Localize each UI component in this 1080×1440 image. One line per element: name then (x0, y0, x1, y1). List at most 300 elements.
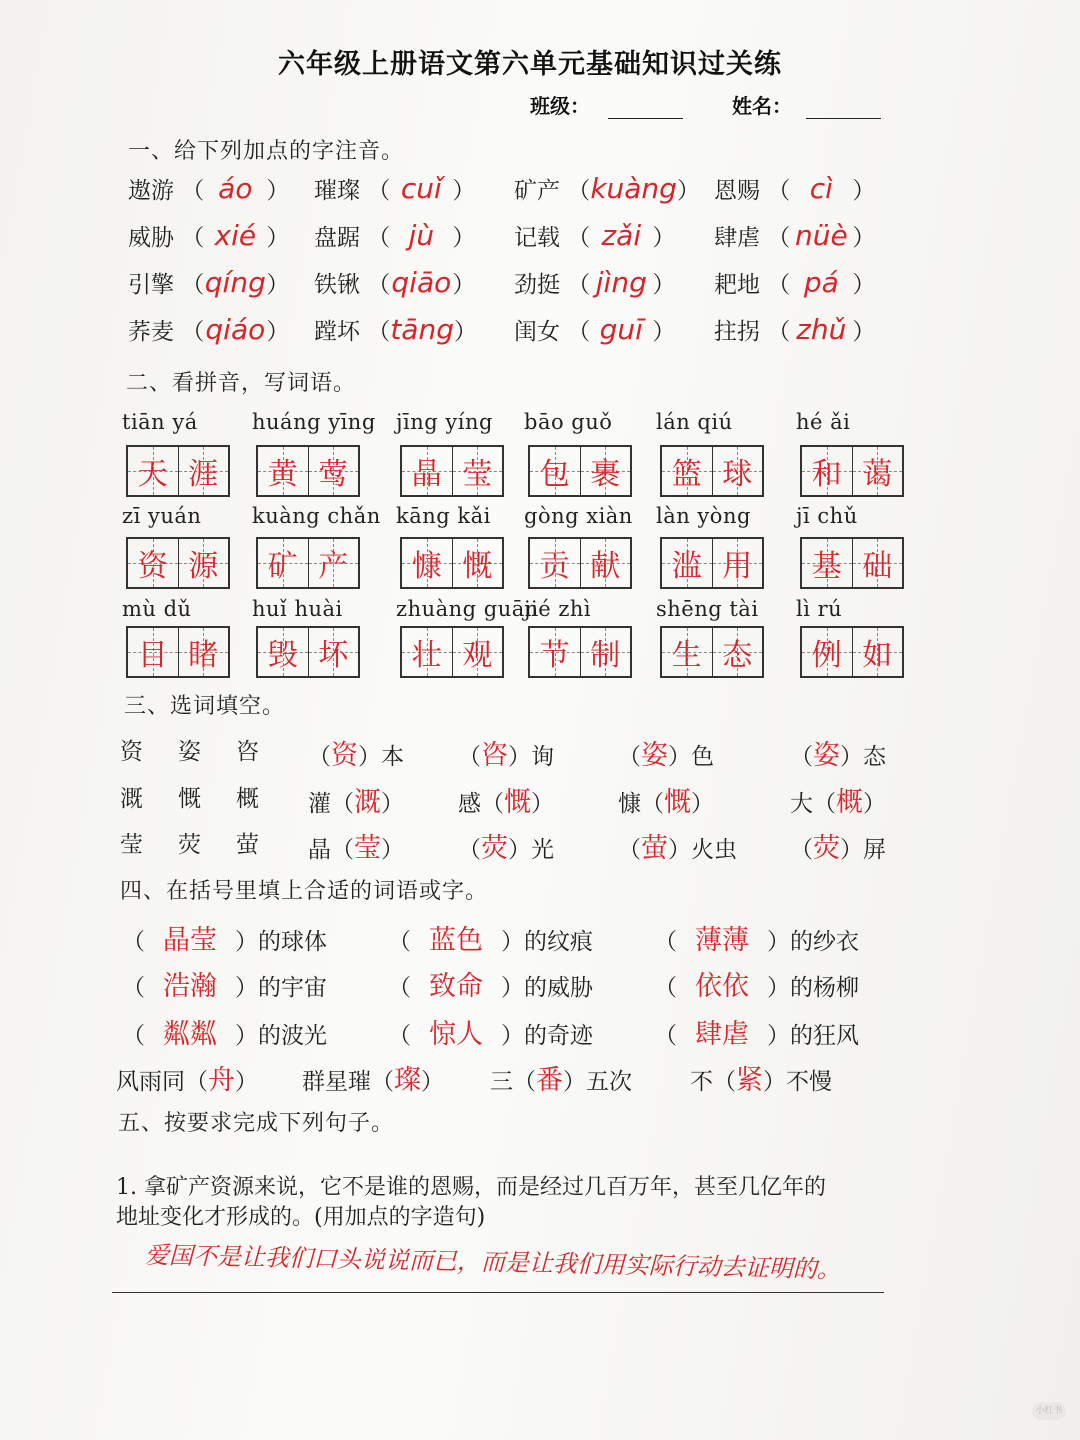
word-label: 荞麦 (128, 319, 174, 345)
filled-character[interactable]: 番 (536, 1065, 563, 1096)
open-paren: （ (122, 929, 145, 955)
close-paren: ） (235, 1023, 258, 1049)
pinyin-answer[interactable]: zǎi (601, 219, 642, 252)
character-cell (662, 628, 712, 676)
character-box[interactable] (400, 626, 504, 678)
word-label: 引擎 (128, 272, 174, 298)
handwritten-character: 矿 (267, 549, 298, 584)
filled-character[interactable]: 概 (836, 787, 863, 818)
handwritten-character: 观 (462, 638, 493, 673)
pinyin-answer[interactable]: qiáo (205, 313, 266, 346)
close-paren: ） (852, 225, 876, 251)
filled-character[interactable]: 璨 (394, 1065, 421, 1096)
handwritten-character: 坏 (318, 638, 349, 673)
filled-character[interactable]: 萤 (641, 833, 668, 864)
close-paren: ） (508, 744, 531, 770)
close-paren: ） (452, 225, 476, 251)
word-label: 威胁 (128, 225, 174, 251)
filled-word[interactable]: 薄薄 (695, 925, 749, 956)
close-paren: ） (266, 272, 290, 298)
suffix-text: 本 (381, 744, 404, 770)
character-box[interactable] (126, 445, 230, 497)
prefix-text: 慷 (618, 791, 641, 817)
pinyin-prompt: huáng yīng (252, 410, 376, 434)
handwritten-character: 如 (862, 638, 893, 673)
character-cell (712, 628, 763, 676)
filled-word[interactable]: 致命 (429, 971, 483, 1002)
character-cell (580, 539, 631, 587)
suffix-text: 五次 (586, 1069, 632, 1095)
pinyin-prompt: shēng tài (656, 597, 759, 621)
phrase-suffix: 的纱衣 (790, 929, 859, 955)
open-paren: （ (308, 744, 331, 770)
character-cell (308, 628, 359, 676)
filled-word[interactable]: 依依 (695, 971, 749, 1002)
character-cell (452, 539, 503, 587)
section-1-heading: 一、给下列加点的字注音。 (128, 139, 405, 164)
fill-item (618, 780, 714, 819)
character-cell (802, 628, 852, 676)
phrase-suffix: 的波光 (258, 1023, 327, 1049)
character-box[interactable] (800, 445, 904, 497)
pinyin-prompt: làn yòng (656, 504, 751, 528)
prefix-text: 群星璀 (302, 1069, 371, 1095)
pinyin-prompt: gòng xiàn (524, 504, 633, 528)
pinyin-item (314, 219, 475, 252)
close-paren: ） (668, 744, 691, 770)
open-paren: （ (331, 791, 354, 817)
character-cell (402, 628, 452, 676)
name-blank[interactable] (806, 96, 881, 119)
suffix-text: 光 (531, 837, 554, 863)
word-label: 拄拐 (714, 319, 760, 345)
phrase-item (122, 918, 327, 957)
filled-character[interactable]: 莹 (354, 833, 381, 864)
phrase-suffix: 的杨柳 (790, 975, 859, 1001)
open-paren: （ (331, 837, 354, 863)
fill-item (790, 826, 886, 865)
close-paren: ） (266, 319, 290, 345)
handwritten-character: 晶 (411, 457, 442, 492)
pinyin-prompt: lán qiú (656, 410, 733, 434)
character-box[interactable] (528, 537, 632, 589)
character-cell (452, 628, 503, 676)
filled-character[interactable]: 资 (331, 740, 358, 771)
pinyin-prompt: mù dǔ (122, 597, 192, 621)
character-box[interactable] (660, 626, 764, 678)
close-paren: ） (501, 929, 524, 955)
pinyin-answer[interactable]: áo (218, 172, 253, 205)
character-cell (802, 447, 852, 495)
character-box[interactable] (528, 626, 632, 678)
fill-item (308, 733, 404, 772)
close-paren: ） (767, 1023, 790, 1049)
close-paren: ） (767, 975, 790, 1001)
pinyin-prompt: jī chǔ (796, 504, 858, 528)
character-cell (712, 447, 763, 495)
close-paren: ） (652, 225, 676, 251)
handwritten-character: 球 (722, 457, 753, 492)
section-2-heading: 二、看拼音，写词语。 (126, 371, 357, 396)
class-field (530, 90, 683, 119)
section-5-heading: 五、按要求完成下列句子。 (118, 1111, 395, 1136)
fill-item (618, 733, 714, 772)
handwritten-character: 滥 (671, 549, 702, 584)
pinyin-answer[interactable]: kuàng (590, 172, 677, 205)
pinyin-answer[interactable]: nüè (794, 219, 848, 252)
suffix-text: 不慢 (786, 1069, 832, 1095)
word-label: 闺女 (514, 319, 560, 345)
open-paren: （ (481, 791, 504, 817)
handwritten-character: 天 (137, 457, 168, 492)
open-paren: （ (560, 319, 591, 345)
character-box[interactable] (800, 537, 904, 589)
character-cell (530, 447, 580, 495)
pinyin-item (714, 266, 875, 299)
word-label: 铁锹 (314, 272, 360, 298)
word-label: 记载 (514, 225, 560, 251)
close-paren: ） (453, 319, 477, 345)
answer-underline (112, 1292, 884, 1293)
phrase-item (122, 1012, 327, 1051)
close-paren: ） (381, 791, 404, 817)
character-box[interactable] (126, 537, 230, 589)
pinyin-prompt: bāo guǒ (524, 410, 613, 434)
filled-word[interactable]: 浩瀚 (163, 971, 217, 1002)
open-paren: （ (790, 837, 813, 863)
handwritten-character: 裹 (590, 457, 621, 492)
pinyin-item (314, 266, 475, 299)
pinyin-prompt: huǐ huài (252, 597, 343, 621)
open-paren: （ (641, 791, 664, 817)
pinyin-answer[interactable]: pá (803, 266, 839, 299)
character-cell (852, 628, 903, 676)
open-paren: （ (360, 225, 391, 251)
open-paren: （ (760, 272, 791, 298)
phrase-suffix: 的奇迹 (524, 1023, 593, 1049)
word-label: 矿产 (514, 178, 560, 204)
question-1-line-1: 1. 拿矿产资源来说，它不是谁的恩赐，而是经过几百万年，甚至几亿年的 (116, 1175, 826, 1200)
question-1-line-2: 地址变化才形成的。(用加点的字造句) (116, 1205, 486, 1230)
handwritten-character: 莺 (318, 457, 349, 492)
phrase-item (388, 918, 593, 957)
character-cell (852, 447, 903, 495)
handwritten-character: 包 (539, 457, 570, 492)
pinyin-prompt: jié zhì (524, 597, 592, 621)
character-cell (712, 539, 763, 587)
character-cell (580, 447, 631, 495)
character-cell (308, 539, 359, 587)
prefix-text: 晶 (308, 837, 331, 863)
filled-character[interactable]: 姿 (813, 740, 840, 771)
open-paren: （ (618, 744, 641, 770)
suffix-text: 色 (691, 744, 714, 770)
phrase-suffix: 的宇宙 (258, 975, 327, 1001)
open-paren: （ (760, 319, 791, 345)
prefix-text: 三 (490, 1069, 513, 1095)
idiom-item (490, 1058, 632, 1097)
question-1-handwritten-answer: 爱国不是让我们口头说说而已，而是让我们用实际行动去证明的。 (144, 1241, 842, 1284)
filled-character[interactable]: 咨 (481, 740, 508, 771)
word-label: 蹚坏 (314, 319, 360, 345)
filled-character[interactable]: 紧 (736, 1065, 763, 1096)
phrase-suffix: 的球体 (258, 929, 327, 955)
open-paren: （ (360, 319, 391, 345)
character-cell (178, 447, 229, 495)
open-paren: （ (174, 272, 205, 298)
close-paren: ） (266, 178, 290, 204)
handwritten-character: 制 (590, 638, 621, 673)
filled-character[interactable]: 姿 (641, 740, 668, 771)
open-paren: （ (388, 1023, 411, 1049)
class-label: 班级： (530, 94, 590, 118)
open-paren: （ (790, 744, 813, 770)
pinyin-answer[interactable]: cuǐ (400, 172, 442, 205)
pinyin-answer[interactable]: qíng (204, 266, 266, 299)
pinyin-item (714, 219, 875, 252)
pinyin-prompt: kāng kǎi (396, 504, 491, 528)
close-paren: ） (235, 975, 258, 1001)
handwritten-character: 壮 (411, 638, 442, 673)
phrase-suffix: 的纹痕 (524, 929, 593, 955)
close-paren: ） (563, 1069, 586, 1095)
close-paren: ） (840, 744, 863, 770)
pinyin-answer[interactable]: jìng (595, 266, 647, 299)
handwritten-character: 产 (318, 549, 349, 584)
word-label: 肆虐 (714, 225, 760, 251)
handwritten-character: 和 (811, 457, 842, 492)
prefix-text: 灌 (308, 791, 331, 817)
character-cell (662, 539, 712, 587)
fill-item (790, 733, 886, 772)
suffix-text: 屏 (863, 837, 886, 863)
handwritten-character: 基 (811, 549, 842, 584)
open-paren: （ (560, 178, 591, 204)
character-box[interactable] (256, 445, 360, 497)
handwritten-character: 涯 (188, 457, 219, 492)
character-cell (258, 628, 308, 676)
open-paren: （ (122, 975, 145, 1001)
character-cell (802, 539, 852, 587)
close-paren: ） (452, 178, 476, 204)
pinyin-item (314, 172, 475, 205)
character-cell (662, 447, 712, 495)
open-paren: （ (760, 225, 791, 251)
pinyin-item (714, 313, 875, 346)
open-paren: （ (174, 225, 205, 251)
close-paren: ） (501, 1023, 524, 1049)
watermark-badge: 小红书 (1032, 1402, 1066, 1420)
option-chars: 资 姿 咨 (120, 739, 265, 765)
handwritten-character: 目 (137, 638, 168, 673)
character-box[interactable] (800, 626, 904, 678)
close-paren: ） (767, 929, 790, 955)
filled-character[interactable]: 荧 (813, 833, 840, 864)
word-label: 璀璨 (314, 178, 360, 204)
handwritten-character: 资 (137, 549, 168, 584)
suffix-text: 火虫 (691, 837, 737, 863)
pinyin-answer[interactable]: tāng (390, 313, 454, 346)
character-box[interactable] (400, 445, 504, 497)
character-box[interactable] (660, 445, 764, 497)
close-paren: ） (852, 272, 876, 298)
open-paren: （ (458, 744, 481, 770)
suffix-text: 询 (531, 744, 554, 770)
filled-word[interactable]: 晶莹 (163, 925, 217, 956)
open-paren: （ (618, 837, 641, 863)
open-paren: （ (654, 1023, 677, 1049)
pinyin-prompt: hé ǎi (796, 410, 851, 434)
pinyin-prompt: lì rú (796, 597, 843, 621)
character-box[interactable] (256, 537, 360, 589)
character-cell (530, 539, 580, 587)
filled-word[interactable]: 肆虐 (695, 1019, 749, 1050)
character-box[interactable] (528, 445, 632, 497)
phrase-item (654, 1012, 859, 1051)
close-paren: ） (763, 1069, 786, 1095)
character-box[interactable] (126, 626, 230, 678)
character-cell (178, 628, 229, 676)
pinyin-item (128, 172, 289, 205)
handwritten-character: 用 (722, 549, 753, 584)
character-cell (402, 447, 452, 495)
open-paren: （ (174, 319, 205, 345)
character-cell (128, 539, 178, 587)
option-chars: 莹 荧 萤 (120, 832, 265, 858)
word-label: 遨游 (128, 178, 174, 204)
pinyin-answer[interactable]: qiāo (391, 266, 452, 299)
close-paren: ） (531, 791, 554, 817)
idiom-item (302, 1058, 444, 1097)
section-3-heading: 三、选词填空。 (124, 694, 286, 719)
pinyin-answer[interactable]: jù (408, 219, 435, 252)
close-paren: ） (235, 1069, 258, 1095)
pinyin-item (128, 266, 289, 299)
filled-word[interactable]: 惊人 (429, 1019, 483, 1050)
pinyin-answer[interactable]: guī (599, 313, 643, 346)
character-cell (178, 539, 229, 587)
close-paren: ） (668, 837, 691, 863)
filled-word[interactable]: 蓝色 (429, 925, 483, 956)
filled-character[interactable]: 荧 (481, 833, 508, 864)
pinyin-prompt: kuàng chǎn (252, 504, 381, 528)
close-paren: ） (691, 791, 714, 817)
close-paren: ） (840, 837, 863, 863)
character-cell (308, 447, 359, 495)
handwritten-character: 节 (539, 638, 570, 673)
open-paren: （ (388, 975, 411, 1001)
pinyin-answer[interactable]: cì (809, 172, 833, 205)
close-paren: ） (863, 791, 886, 817)
pinyin-item (514, 266, 675, 299)
open-paren: （ (360, 178, 391, 204)
fill-item (458, 826, 554, 865)
filled-character[interactable]: 舟 (208, 1065, 235, 1096)
handwritten-character: 例 (811, 638, 842, 673)
pinyin-prompt: zhuàng guān (396, 597, 539, 621)
character-cell (852, 539, 903, 587)
pinyin-prompt: jīng yíng (396, 410, 493, 434)
handwritten-character: 篮 (671, 457, 702, 492)
character-cell (452, 447, 503, 495)
pinyin-item (128, 313, 289, 346)
prefix-text: 不 (690, 1069, 713, 1095)
open-paren: （ (388, 929, 411, 955)
character-cell (258, 539, 308, 587)
character-cell (258, 447, 308, 495)
filled-character[interactable]: 慨 (504, 787, 531, 818)
close-paren: ） (381, 837, 404, 863)
prefix-text: 风雨同 (116, 1069, 185, 1095)
name-field (732, 90, 881, 119)
name-label: 姓名： (732, 94, 792, 118)
character-box[interactable] (256, 626, 360, 678)
handwritten-character: 源 (188, 549, 219, 584)
close-paren: ） (421, 1069, 444, 1095)
handwritten-character: 毁 (267, 638, 298, 673)
pinyin-answer[interactable]: xié (214, 219, 257, 252)
fill-item (458, 780, 554, 819)
character-box[interactable] (660, 537, 764, 589)
pinyin-prompt: zī yuán (122, 504, 202, 528)
handwritten-character: 蔼 (862, 457, 893, 492)
close-paren: ） (652, 319, 676, 345)
phrase-suffix: 的威胁 (524, 975, 593, 1001)
close-paren: ） (235, 929, 258, 955)
phrase-item (388, 1012, 593, 1051)
open-paren: （ (713, 1069, 736, 1095)
open-paren: （ (185, 1069, 208, 1095)
handwritten-character: 慨 (462, 549, 493, 584)
prefix-text: 大 (790, 791, 813, 817)
handwritten-character: 睹 (188, 638, 219, 673)
word-label: 劲挺 (514, 272, 560, 298)
open-paren: （ (371, 1069, 394, 1095)
open-paren: （ (458, 837, 481, 863)
filled-word[interactable]: 粼粼 (163, 1019, 217, 1050)
option-chars: 溉 慨 概 (120, 786, 265, 812)
idiom-item (116, 1058, 258, 1097)
character-cell (580, 628, 631, 676)
handwritten-character: 献 (590, 549, 621, 584)
prefix-text: 感 (458, 791, 481, 817)
close-paren: ） (266, 225, 290, 251)
filled-character[interactable]: 溉 (354, 787, 381, 818)
handwritten-character: 态 (722, 638, 753, 673)
character-cell (402, 539, 452, 587)
handwritten-character: 贡 (539, 549, 570, 584)
handwritten-character: 黄 (267, 457, 298, 492)
worksheet-title: 六年级上册语文第六单元基础知识过关练 (278, 49, 782, 80)
fill-item (308, 780, 404, 819)
close-paren: ） (676, 178, 700, 204)
idiom-item (690, 1058, 832, 1097)
open-paren: （ (654, 929, 677, 955)
phrase-suffix: 的狂风 (790, 1023, 859, 1049)
class-blank[interactable] (608, 96, 683, 119)
pinyin-item (514, 313, 675, 346)
open-paren: （ (122, 1023, 145, 1049)
handwritten-character: 慷 (411, 549, 442, 584)
open-paren: （ (513, 1069, 536, 1095)
filled-character[interactable]: 慨 (664, 787, 691, 818)
handwritten-character: 莹 (462, 457, 493, 492)
pinyin-item (514, 172, 700, 205)
pinyin-answer[interactable]: zhǔ (796, 313, 847, 346)
close-paren: ） (358, 744, 381, 770)
character-box[interactable] (400, 537, 504, 589)
fill-item (618, 826, 737, 865)
